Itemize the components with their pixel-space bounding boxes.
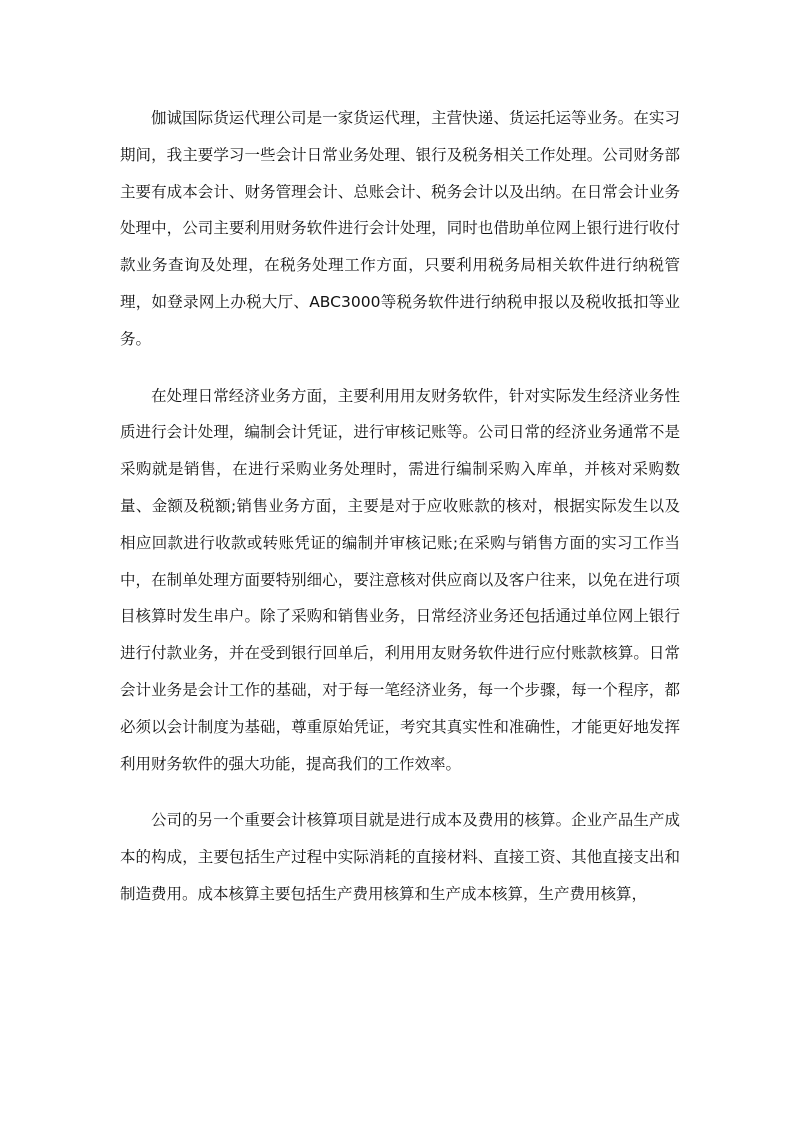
document-body [120, 100, 680, 933]
paragraph: 伽诚国际货运代理公司是一家货运代理，主营快递、货运托运等业务。在实习期间，我主要学习一些会计日常业务处理、银行及税务相关工作处理。公司财务部主要有成本会计、财务管理会计、总账会计、税务会计以及出纳。在日常会计业务处理中，公司主要利用财务软件进行会计处理，同时也借助单位网上银行进行收付款业务查询及处理，在税务处理工作方面，只要利用税务局相关软件进行纳税管理，如登录网上办税大厅、ABC3000等税务软件进行纳税申报以及税收抵扣等业务。 [120, 109, 680, 348]
paragraph: 在处理日常经济业务方面，主要利用用友财务软件，针对实际发生经济业务性质进行会计处理，编制会计凭证，进行审核记账等。公司日常的经济业务通常不是采购就是销售，在进行采购业务处理时，需进行编制采购入库单，并核对采购数量、金额及税额;销售业务方面，主要是对于应收账款的核对，根据实际发生以及相应回款进行收款或转账凭证的编制并审核记账;在采购与销售方面的实习工作当中，在制单处理方面要特别细心，要注意核对供应商以及客户往来，以免在进行项目核算时发生串户。除了采购和销售业务，日常经济业务还包括通过单位网上银行进行付款业务，并在受到银行回单后，利用用友财务软件进行应付账款核算。日常会计业务是会计工作的基础，对于每一笔经济业务，每一个步骤，每一个程序，都必须以会计制度为基础，尊重原始凭证，考究其真实性和准确性，才能更好地发挥利用财务软件的强大功能，提高我们的工作效率。 [120, 386, 680, 773]
paragraph: 公司的另一个重要会计核算项目就是进行成本及费用的核算。企业产品生产成本的构成，主要包括生产过程中实际消耗的直接材料、直接工资、其他直接支出和制造费用。成本核算主要包括生产费用核算和生产成本核算，生产费用核算， [120, 811, 680, 903]
